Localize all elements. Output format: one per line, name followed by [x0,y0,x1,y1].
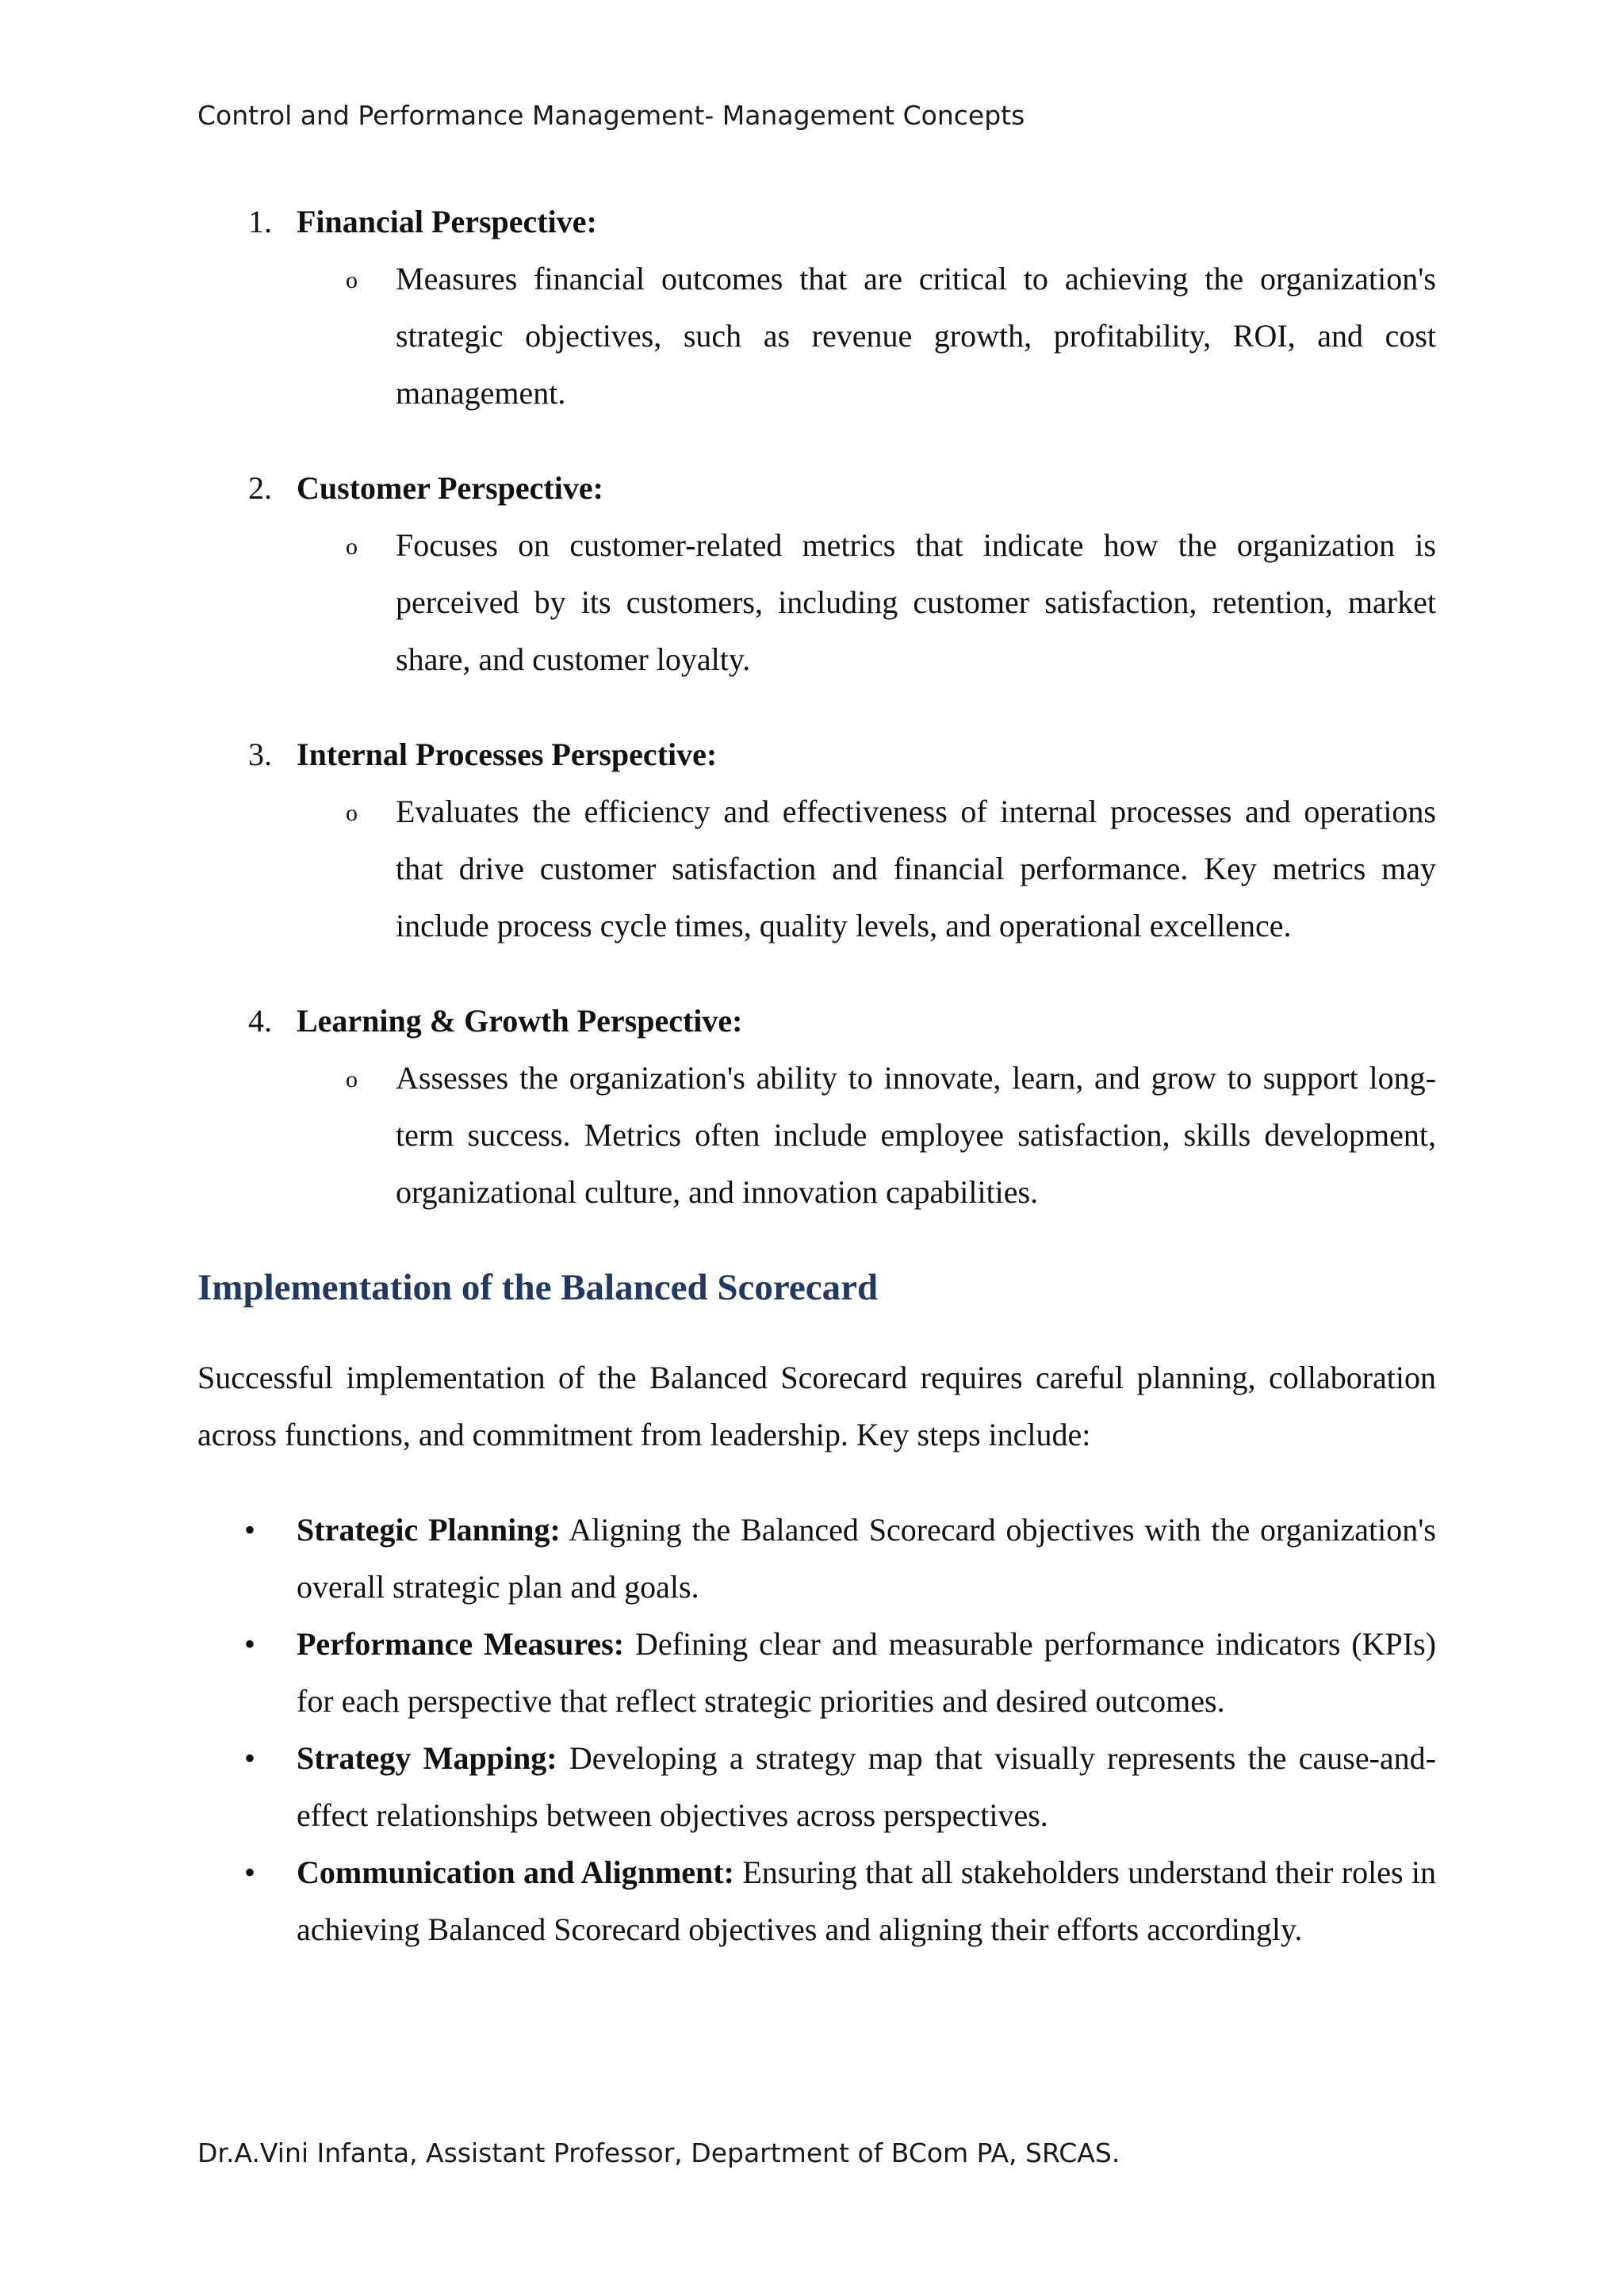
step-label: Strategic Planning: [297,1512,561,1548]
intro-paragraph: Successful implementation of the Balanced Scorecard requires careful planning, collaboration across functions, and commitment from leadership. Key steps include: [197,1360,1436,1452]
list-item [197,1730,1436,1844]
circle-bullet-icon: o [346,1066,358,1093]
perspective-description [197,517,1436,688]
list-number: 4. [248,1003,272,1039]
perspective-title: Learning & Growth Perspective: [297,1003,743,1039]
step-label: Communication and Alignment: [297,1854,734,1890]
bullet-icon: • [244,1512,256,1548]
perspective-description [197,783,1436,955]
perspective-title: Internal Processes Perspective: [297,737,718,772]
perspective-title: Customer Perspective: [297,470,603,506]
circle-bullet-icon: o [346,800,358,826]
perspective-heading [197,726,1436,783]
perspective-heading [197,460,1436,517]
bullet-icon: • [244,1626,256,1662]
document-body [197,193,1436,1958]
perspective-text: Measures financial outcomes that are critical to achieving the organization's strategic objectives, such as revenue growth, profitability, ROI, and cost management. [396,261,1436,411]
bullet-icon: • [244,1740,256,1776]
perspective-financial [197,193,1436,422]
perspective-text: Assesses the organization's ability to innovate, learn, and grow to support long-term success. Metrics often include employee satisfaction, skills development, organizational culture, and innovation capabilities. [396,1060,1436,1210]
perspective-description [197,1050,1436,1221]
step-label: Strategy Mapping: [297,1740,557,1776]
list-item [197,1616,1436,1730]
perspective-internal-processes [197,726,1436,955]
perspective-title: Financial Perspective: [297,204,597,239]
perspective-heading [197,993,1436,1050]
step-text: Ensuring that all stakeholders understand their roles in achieving Balanced Scorecard objectives and aligning their efforts accordingly. [297,1854,1437,1947]
perspective-customer [197,460,1436,688]
step-label: Performance Measures: [297,1626,625,1662]
perspective-description [197,251,1436,422]
bullet-icon: • [244,1854,256,1890]
implementation-steps-list [197,1502,1436,1958]
step-text: Developing a strategy map that visually represents the cause-and-effect relationships between objectives across perspectives. [297,1740,1437,1833]
circle-bullet-icon: o [346,267,358,293]
perspective-text: Evaluates the efficiency and effectiveness of internal processes and operations that drive customer satisfaction and financial performance. Key metrics may include process cycle times, quality levels, and operational excellence. [396,794,1436,943]
perspective-heading [197,193,1436,251]
list-number: 3. [248,737,272,772]
page-header: Control and Performance Management- Management Concepts [197,100,1025,131]
list-number: 2. [248,470,272,506]
step-text: Defining clear and measurable performance indicators (KPIs) for each perspective that reflect strategic priorities and desired outcomes. [297,1626,1437,1719]
perspective-text: Focuses on customer-related metrics that indicate how the organization is perceived by its customers, including customer satisfaction, retention, market share, and customer loyalty. [396,527,1436,677]
section-heading: Implementation of the Balanced Scorecard [197,1267,879,1308]
perspective-learning-growth [197,993,1436,1221]
list-number: 1. [248,204,272,239]
circle-bullet-icon: o [346,534,358,560]
list-item [197,1502,1436,1616]
list-item [197,1844,1436,1958]
page-footer: Dr.A.Vini Infanta, Assistant Professor, Department of BCom PA, SRCAS. [197,2137,1120,2168]
step-text: Aligning the Balanced Scorecard objectives with the organization's overall strategic plan and goals. [297,1512,1436,1605]
